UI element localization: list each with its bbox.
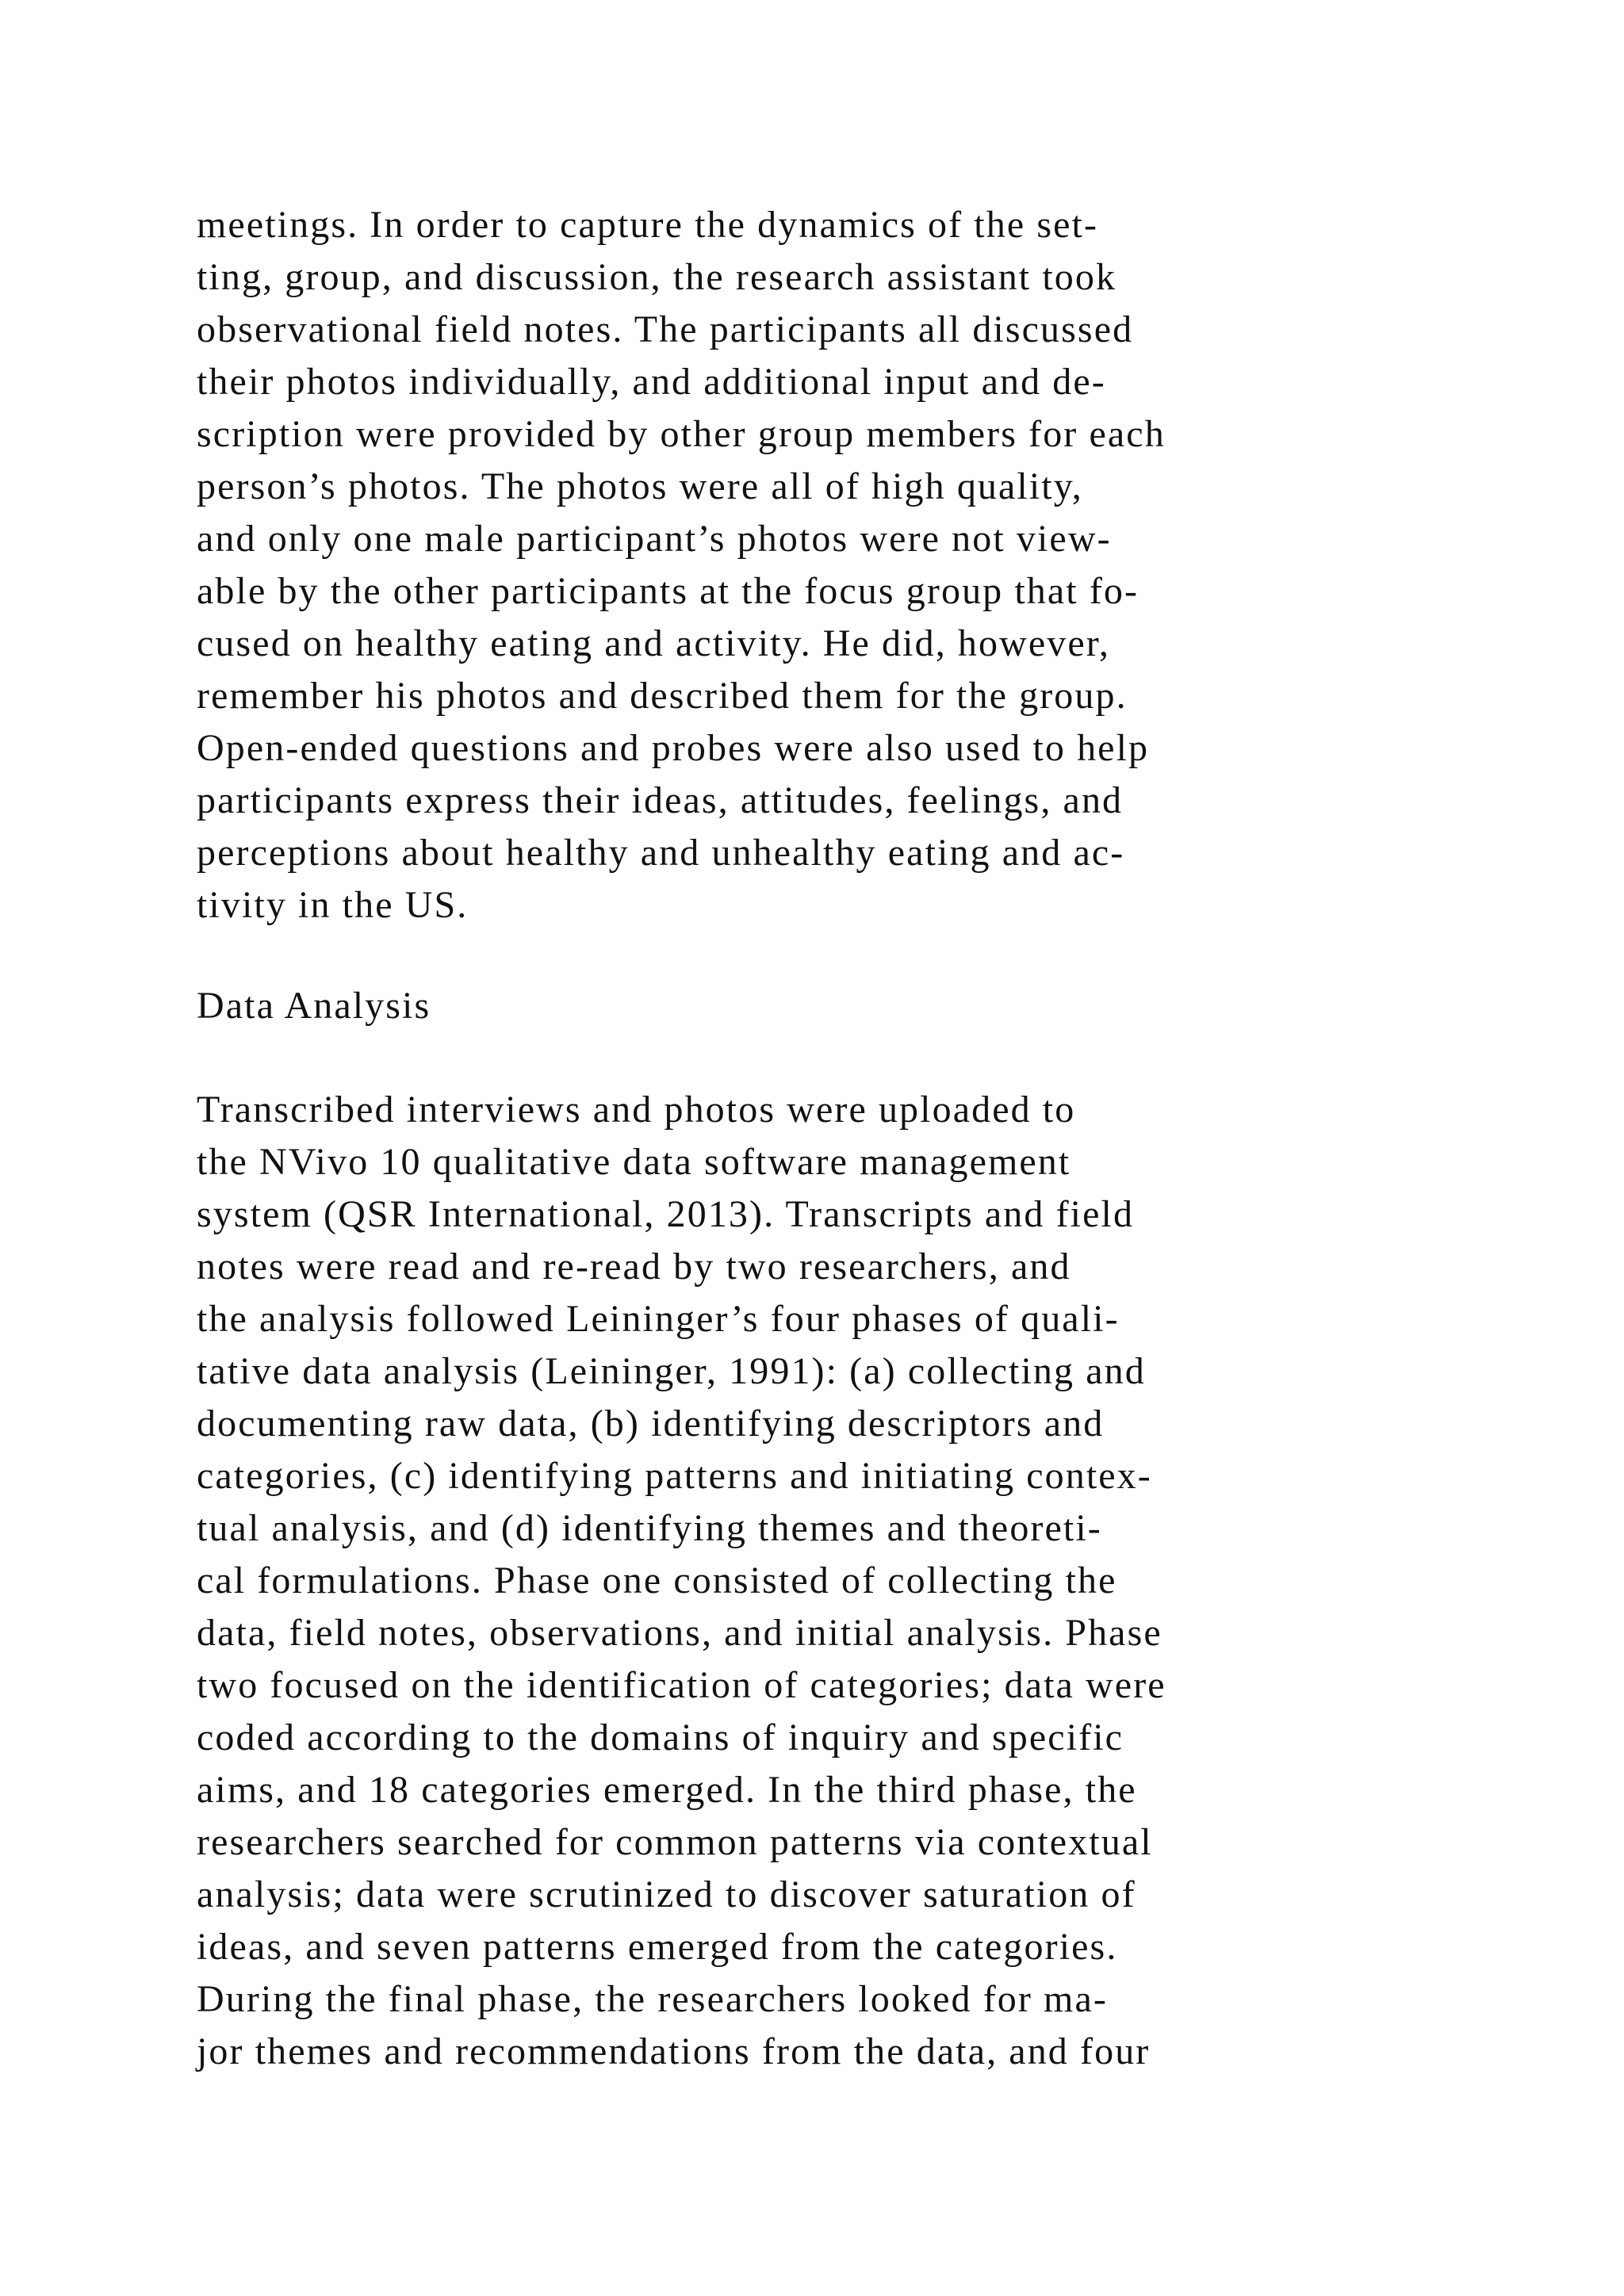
body-paragraph-1	[197, 199, 1434, 932]
text-line: tivity in the US.	[197, 884, 469, 926]
text-line: coded according to the domains of inquiry and specific	[197, 1716, 1124, 1758]
text-line: ting, group, and discussion, the research assistant took	[197, 256, 1117, 298]
text-line: cal formulations. Phase one consisted of collecting the	[197, 1559, 1117, 1601]
text-line: participants express their ideas, attitudes, feelings, and	[197, 779, 1124, 821]
text-line: categories, (c) identifying patterns and initiating contex-	[197, 1455, 1152, 1497]
text-line: person’s photos. The photos were all of high quality,	[197, 465, 1083, 507]
text-line: the analysis followed Leininger’s four phases of quali-	[197, 1298, 1120, 1340]
section-heading-text: Data Analysis	[197, 985, 431, 1027]
text-line: jor themes and recommendations from the data, and four	[197, 2030, 1151, 2072]
text-line: analysis; data were scrutinized to discover saturation of	[197, 1873, 1136, 1915]
text-line: tative data analysis (Leininger, 1991): (a) collecting and	[197, 1350, 1146, 1392]
text-line: notes were read and re-read by two researchers, and	[197, 1246, 1071, 1288]
text-line: During the final phase, the researchers looked for ma-	[197, 1978, 1108, 2020]
text-line: tual analysis, and (d) identifying themes and theoreti-	[197, 1507, 1102, 1549]
text-line: cused on healthy eating and activity. He did, however,	[197, 622, 1111, 664]
text-line: system (QSR International, 2013). Transcripts and field	[197, 1193, 1135, 1235]
text-line: remember his photos and described them for the group.	[197, 675, 1128, 717]
text-line: data, field notes, observations, and initial analysis. Phase	[197, 1612, 1162, 1654]
text-line: perceptions about healthy and unhealthy eating and ac-	[197, 832, 1125, 874]
text-line: documenting raw data, (b) identifying descriptors and	[197, 1402, 1105, 1445]
text-line: observational field notes. The participants all discussed	[197, 308, 1134, 350]
text-line: and only one male participant’s photos were not view-	[197, 518, 1112, 560]
text-line: meetings. In order to capture the dynamics of the set-	[197, 204, 1099, 246]
text-line: the NVivo 10 qualitative data software management	[197, 1141, 1071, 1183]
text-line: Open-ended questions and probes were also used to help	[197, 727, 1150, 769]
text-line: scription were provided by other group members for each	[197, 413, 1166, 455]
text-line: aims, and 18 categories emerged. In the third phase, the	[197, 1769, 1137, 1811]
text-line: researchers searched for common patterns via contextual	[197, 1821, 1153, 1863]
text-line: able by the other participants at the focus group that fo-	[197, 570, 1139, 612]
body-paragraph-2	[197, 1084, 1434, 2078]
text-line: their photos individually, and additional input and de-	[197, 361, 1106, 403]
text-line: two focused on the identification of categories; data were	[197, 1664, 1166, 1706]
text-line: ideas, and seven patterns emerged from the categories.	[197, 1926, 1118, 1968]
section-heading	[197, 980, 1434, 1032]
text-line: Transcribed interviews and photos were uploaded to	[197, 1089, 1076, 1131]
